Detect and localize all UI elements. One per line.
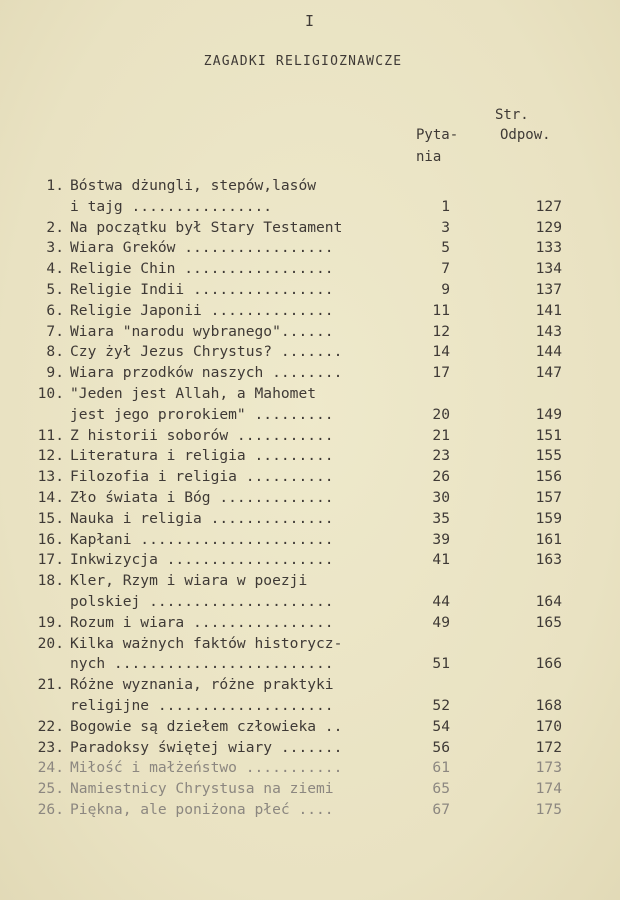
toc-entry-title: jest jego prorokiem" ......... [70, 405, 334, 423]
toc-entry [0, 800, 620, 821]
toc-entry-number: 2. [46, 218, 64, 236]
toc-entry-title: Religie Indii ................ [70, 280, 334, 298]
toc-line [0, 218, 620, 239]
toc-pytania-page: 44 [432, 592, 450, 610]
toc-pytania-page: 21 [432, 426, 450, 444]
toc-line [0, 509, 620, 530]
toc-entry-title: Kler, Rzym i wiara w poezji [70, 572, 308, 590]
toc-line [0, 550, 620, 571]
toc-entry-title: Wiara przodków naszych ........ [70, 364, 343, 382]
toc-entry [0, 738, 620, 759]
toc-line [0, 592, 620, 613]
column-header-pytania: Pyta- nia [416, 127, 459, 165]
toc-line [0, 779, 620, 800]
toc-odpow-page: 144 [535, 343, 562, 361]
toc-pytania-page: 11 [432, 301, 450, 319]
toc-odpow-page: 170 [535, 717, 562, 735]
toc-line [0, 675, 620, 696]
toc-odpow-page: 159 [535, 509, 562, 527]
toc-pytania-page: 1 [441, 197, 450, 215]
toc-odpow-page: 175 [535, 800, 562, 818]
toc-entry [0, 426, 620, 447]
column-header-str: Str. [495, 107, 529, 123]
toc-entry [0, 342, 620, 363]
toc-odpow-page: 151 [535, 426, 562, 444]
toc-odpow-page: 129 [535, 218, 562, 236]
toc-entry-number: 6. [46, 301, 64, 319]
toc-odpow-page: 149 [535, 405, 562, 423]
toc-entry-number: 22. [37, 717, 64, 735]
toc-entry-number: 7. [46, 322, 64, 340]
toc-entry-number: 21. [37, 676, 64, 694]
toc-entry-title: Literatura i religia ......... [70, 447, 334, 465]
toc-line [0, 717, 620, 738]
toc-entry [0, 467, 620, 488]
toc-entry [0, 758, 620, 779]
toc-entry [0, 238, 620, 259]
toc-pytania-page: 20 [432, 405, 450, 423]
toc-pytania-page: 39 [432, 530, 450, 548]
toc-entry-number: 12. [37, 447, 64, 465]
toc-entry-title: Zło świata i Bóg ............. [70, 488, 334, 506]
toc-entry-title: "Jeden jest Allah, a Mahomet [70, 384, 317, 402]
toc-entry-number: 3. [46, 239, 64, 257]
toc-odpow-page: 173 [535, 759, 562, 777]
toc-pytania-page: 67 [432, 800, 450, 818]
toc-odpow-page: 168 [535, 696, 562, 714]
toc-line [0, 301, 620, 322]
toc-entry-title: Na początku był Stary Testament [70, 218, 343, 236]
toc-pytania-page: 9 [441, 280, 450, 298]
toc-entry [0, 571, 620, 613]
toc-pytania-page: 7 [441, 260, 450, 278]
toc-entry-number: 14. [37, 488, 64, 506]
toc-pytania-page: 5 [441, 239, 450, 257]
toc-odpow-page: 147 [535, 364, 562, 382]
toc-line [0, 238, 620, 259]
toc-line [0, 384, 620, 405]
toc-entry-title: Czy żył Jezus Chrystus? ....... [70, 343, 343, 361]
toc-pytania-page: 3 [441, 218, 450, 236]
toc-line [0, 488, 620, 509]
toc-entry-number: 5. [46, 280, 64, 298]
toc-odpow-page: 143 [535, 322, 562, 340]
column-header-odpow: Odpow. [500, 127, 551, 143]
page-title: ZAGADKI RELIGIOZNAWCZE [203, 54, 403, 69]
toc-entry-number: 10. [37, 384, 64, 402]
toc-entry [0, 384, 620, 426]
toc-line [0, 405, 620, 426]
toc-line [0, 738, 620, 759]
toc-pytania-page: 41 [432, 551, 450, 569]
toc-pytania-page: 17 [432, 364, 450, 382]
toc-pytania-page: 30 [432, 488, 450, 506]
toc-pytania-page: 23 [432, 447, 450, 465]
toc-odpow-page: 161 [535, 530, 562, 548]
toc-entry-number: 4. [46, 260, 64, 278]
table-of-contents [0, 176, 620, 821]
toc-odpow-page: 134 [535, 260, 562, 278]
toc-entry-title: religijne .................... [70, 696, 334, 714]
toc-entry-title: Wiara Greków ................. [70, 239, 334, 257]
toc-entry [0, 363, 620, 384]
toc-pytania-page: 52 [432, 696, 450, 714]
toc-entry [0, 176, 620, 218]
toc-line [0, 446, 620, 467]
toc-line [0, 426, 620, 447]
toc-pytania-page: 26 [432, 468, 450, 486]
toc-entry-number: 17. [37, 551, 64, 569]
toc-line [0, 613, 620, 634]
toc-line [0, 696, 620, 717]
toc-entry-title: Religie Chin ................. [70, 260, 334, 278]
toc-entry-title: i tajg ................ [70, 197, 273, 215]
toc-line [0, 800, 620, 821]
toc-entry [0, 613, 620, 634]
toc-odpow-page: 133 [535, 239, 562, 257]
toc-pytania-page: 14 [432, 343, 450, 361]
toc-entry [0, 280, 620, 301]
toc-entry-number: 25. [37, 780, 64, 798]
toc-entry-title: Nauka i religia .............. [70, 509, 334, 527]
toc-entry-title: Religie Japonii .............. [70, 301, 334, 319]
toc-entry-title: Paradoksy świętej wiary ....... [70, 738, 343, 756]
toc-entry-title: Kilka ważnych faktów historycz- [70, 634, 343, 652]
toc-line [0, 280, 620, 301]
toc-entry-number: 13. [37, 468, 64, 486]
toc-odpow-page: 163 [535, 551, 562, 569]
toc-pytania-page: 12 [432, 322, 450, 340]
toc-odpow-page: 155 [535, 447, 562, 465]
toc-entry-number: 1. [46, 177, 64, 194]
toc-entry [0, 259, 620, 280]
toc-entry-title: Miłość i małżeństwo ........... [70, 759, 343, 777]
toc-entry [0, 301, 620, 322]
toc-pytania-page: 65 [432, 780, 450, 798]
toc-entry-title: Namiestnicy Chrystusa na ziemi [70, 780, 334, 798]
toc-entry [0, 530, 620, 551]
toc-entry [0, 509, 620, 530]
toc-entry-number: 8. [46, 343, 64, 361]
toc-pytania-page: 51 [432, 655, 450, 673]
toc-entry [0, 634, 620, 676]
toc-entry-title: Wiara "narodu wybranego"...... [70, 322, 334, 340]
toc-entry [0, 675, 620, 717]
toc-entry-number: 23. [37, 738, 64, 756]
toc-line [0, 467, 620, 488]
toc-odpow-page: 172 [535, 738, 562, 756]
toc-pytania-page: 54 [432, 717, 450, 735]
toc-line [0, 363, 620, 384]
toc-line [0, 197, 620, 218]
toc-entry-number: 11. [37, 426, 64, 444]
toc-entry [0, 550, 620, 571]
toc-odpow-page: 127 [535, 197, 562, 215]
toc-entry [0, 322, 620, 343]
page-roman-numeral: I [304, 12, 316, 30]
toc-entry-number: 20. [37, 634, 64, 652]
toc-entry-title: Bóstwa dżungli, stepów,lasów [70, 177, 317, 194]
toc-entry-title: Z historii soborów ........... [70, 426, 334, 444]
toc-entry-number: 24. [37, 759, 64, 777]
toc-entry [0, 218, 620, 239]
toc-entry-title: Bogowie są dziełem człowieka .. [70, 717, 343, 735]
toc-line [0, 259, 620, 280]
toc-entry-title: Rozum i wiara ................ [70, 613, 334, 631]
toc-entry-title: Kapłani ...................... [70, 530, 334, 548]
toc-entry-number: 26. [37, 800, 64, 818]
toc-entry [0, 488, 620, 509]
toc-odpow-page: 166 [535, 655, 562, 673]
toc-odpow-page: 156 [535, 468, 562, 486]
toc-pytania-page: 61 [432, 759, 450, 777]
toc-line [0, 758, 620, 779]
toc-pytania-page: 49 [432, 613, 450, 631]
toc-entry-number: 16. [37, 530, 64, 548]
toc-entry-title: Inkwizycja ................... [70, 551, 334, 569]
toc-entry-title: polskiej ..................... [70, 592, 334, 610]
toc-odpow-page: 157 [535, 488, 562, 506]
toc-line [0, 634, 620, 655]
toc-line [0, 322, 620, 343]
toc-entry [0, 779, 620, 800]
toc-odpow-page: 164 [535, 592, 562, 610]
toc-odpow-page: 141 [535, 301, 562, 319]
toc-line [0, 654, 620, 675]
toc-line [0, 530, 620, 551]
toc-entry-title: Piękna, ale poniżona płeć .... [70, 800, 334, 818]
toc-entry-title: Różne wyznania, różne praktyki [70, 676, 334, 694]
toc-line [0, 571, 620, 592]
toc-entry [0, 717, 620, 738]
toc-entry-number: 19. [37, 613, 64, 631]
toc-entry-title: nych ......................... [70, 655, 334, 673]
toc-pytania-page: 56 [432, 738, 450, 756]
toc-entry-number: 18. [37, 572, 64, 590]
toc-entry-title: Filozofia i religia .......... [70, 468, 334, 486]
toc-entry-number: 15. [37, 509, 64, 527]
toc-line [0, 342, 620, 363]
toc-pytania-page: 35 [432, 509, 450, 527]
toc-entry [0, 446, 620, 467]
toc-entry-number: 9. [46, 364, 64, 382]
toc-odpow-page: 165 [535, 613, 562, 631]
toc-line [0, 176, 620, 197]
toc-odpow-page: 137 [535, 280, 562, 298]
toc-odpow-page: 174 [535, 780, 562, 798]
